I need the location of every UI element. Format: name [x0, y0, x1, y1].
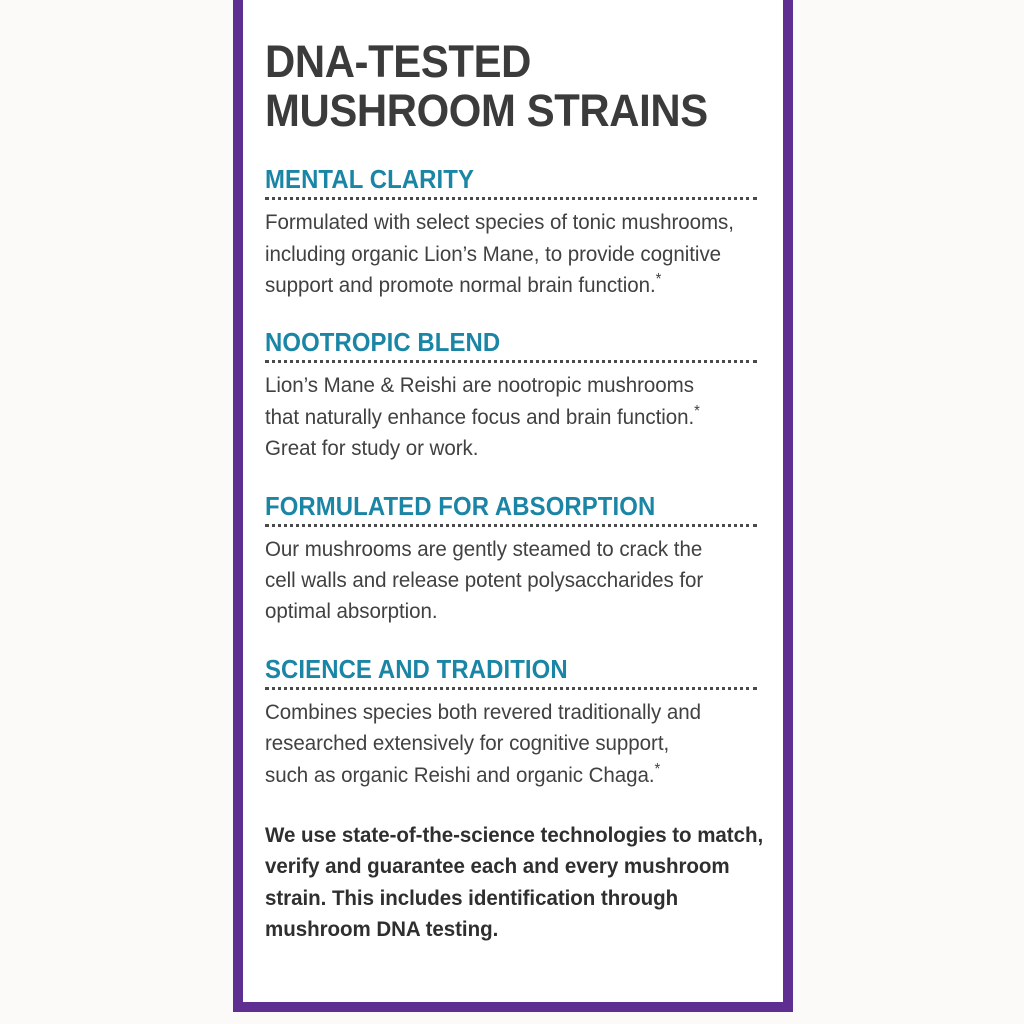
body-line: optimal absorption. — [265, 599, 438, 624]
body-line — [265, 270, 735, 301]
section-body — [265, 534, 735, 628]
footnote-marker: * — [694, 402, 700, 420]
footnote-marker: * — [654, 760, 661, 778]
body-line: Great for study or work. — [265, 436, 479, 461]
body-line — [265, 402, 735, 433]
body-line: Lion’s Mane & Reishi are nootropic mushrooms — [265, 373, 694, 398]
closing-statement — [265, 820, 764, 946]
claim-section-science-and-tradition — [265, 655, 757, 791]
section-heading: MENTAL CLARITY — [265, 164, 475, 195]
section-body — [265, 207, 735, 301]
body-line: including organic Lion’s Mane, to provide cognitive — [265, 241, 722, 266]
claims-section-list — [265, 165, 757, 791]
card-content — [243, 0, 783, 1002]
body-line-text: such as organic Reishi and organic Chaga. — [265, 762, 655, 787]
page-title-line-1: DNA-TESTED — [265, 36, 531, 87]
claim-section-nootropic-blend — [265, 328, 757, 464]
body-line: researched extensively for cognitive support, — [265, 731, 670, 756]
body-line-text: support and promote normal brain function. — [265, 273, 656, 298]
section-body — [265, 697, 735, 791]
dotted-divider — [265, 524, 757, 527]
section-heading: SCIENCE AND TRADITION — [265, 653, 568, 684]
body-line: Formulated with select species of tonic mushrooms, — [265, 210, 734, 235]
claim-section-formulated-for-absorption — [265, 492, 757, 628]
page-title-line-2: MUSHROOM STRAINS — [265, 84, 708, 136]
dotted-divider — [265, 197, 757, 200]
section-body — [265, 370, 735, 464]
claim-section-mental-clarity — [265, 165, 757, 301]
closing-line: strain. This includes identification through — [265, 885, 679, 910]
page-title — [265, 38, 723, 135]
dotted-divider — [265, 687, 757, 690]
product-claims-card — [233, 0, 793, 1012]
body-line: cell walls and release potent polysaccharides for — [265, 568, 704, 593]
closing-line: mushroom DNA testing. — [265, 917, 499, 942]
body-line: Our mushrooms are gently steamed to crack the — [265, 536, 703, 561]
section-heading: NOOTROPIC BLEND — [265, 327, 501, 358]
body-line — [265, 760, 735, 791]
body-line: Combines species both revered traditionally and — [265, 699, 702, 724]
section-heading: FORMULATED FOR ABSORPTION — [265, 490, 656, 521]
closing-line: We use state-of-the-science technologies to match, — [265, 823, 764, 847]
dotted-divider — [265, 360, 757, 363]
footnote-marker: * — [655, 270, 662, 288]
closing-line: verify and guarantee each and every mushroom — [265, 854, 730, 879]
body-line-text: that naturally enhance focus and brain function. — [265, 404, 695, 429]
